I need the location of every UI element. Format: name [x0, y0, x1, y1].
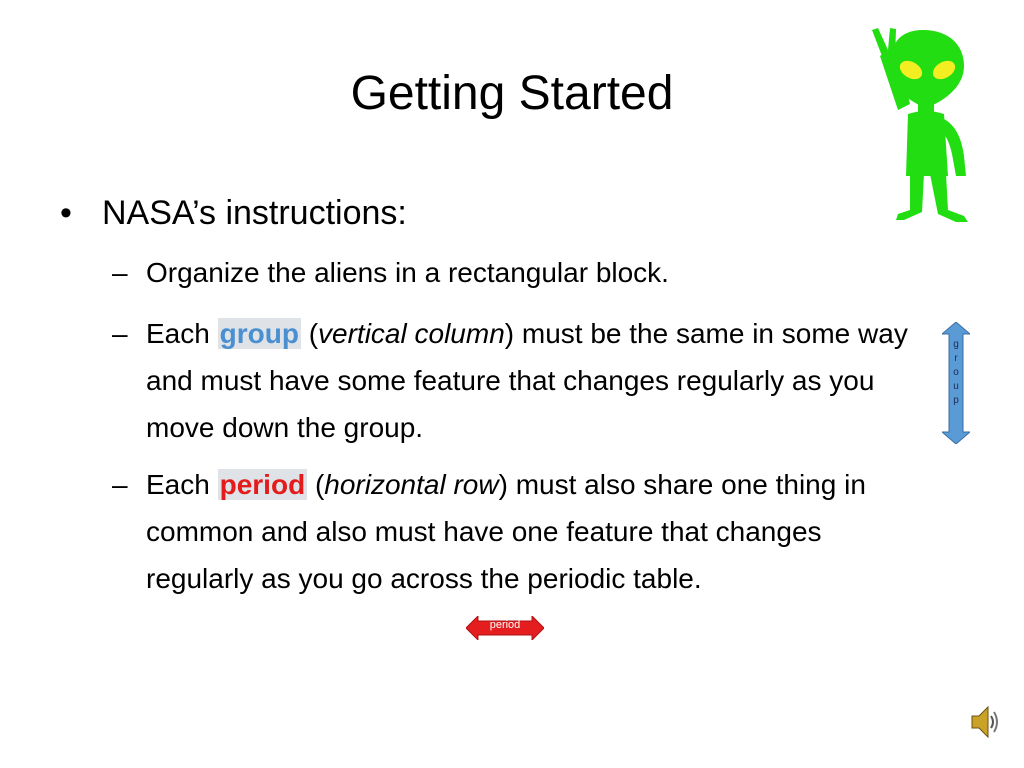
group-letter: g: [953, 339, 959, 350]
group-letter: p: [953, 395, 959, 406]
text-paren-open: (: [307, 469, 325, 500]
sub-bullet-dash: –: [112, 318, 128, 349]
sub-bullet-dash: –: [112, 257, 128, 288]
sub-bullet-text: Organize the aliens in a rectangular block.: [146, 257, 669, 288]
sub-bullet-text: [112, 461, 932, 602]
text-paren-open: (: [300, 318, 319, 349]
bullet-marker: •: [60, 194, 72, 232]
group-keyword: group: [219, 318, 299, 349]
period-keyword: period: [219, 469, 306, 500]
group-arrow-letters: [942, 338, 970, 408]
alien-peace-sign-icon: [868, 26, 978, 231]
text-each: Each: [146, 469, 218, 500]
slide-title: Getting Started: [350, 67, 674, 120]
sub-bullet-period: [112, 461, 932, 602]
horizontal-row-text: horizontal row: [324, 469, 499, 500]
text-period-rest: ) must also share one thing in common and also must have one feature that changes regularly as you go across the periodic table.: [146, 469, 866, 594]
bullet-nasa-instructions: [60, 188, 407, 238]
sub-bullet-text: [112, 310, 932, 451]
sub-bullet-group: [112, 310, 932, 451]
sub-bullet-organize: [112, 249, 932, 296]
group-arrow: [942, 322, 970, 449]
text-each: Each: [146, 318, 218, 349]
period-arrow-label: period: [489, 619, 521, 631]
sub-bullet-dash: –: [112, 469, 128, 500]
text-group-rest: ) must be the same in some way and must have some feature that changes regularly as you move down the group.: [146, 318, 908, 443]
period-arrow: [466, 616, 544, 645]
group-letter: o: [953, 367, 959, 378]
group-letter: u: [953, 381, 959, 392]
group-letter: r: [954, 353, 958, 364]
bullet-text: NASA’s instructions:: [102, 194, 407, 232]
speaker-icon[interactable]: [970, 704, 1000, 745]
vertical-column-text: vertical column: [318, 318, 505, 349]
